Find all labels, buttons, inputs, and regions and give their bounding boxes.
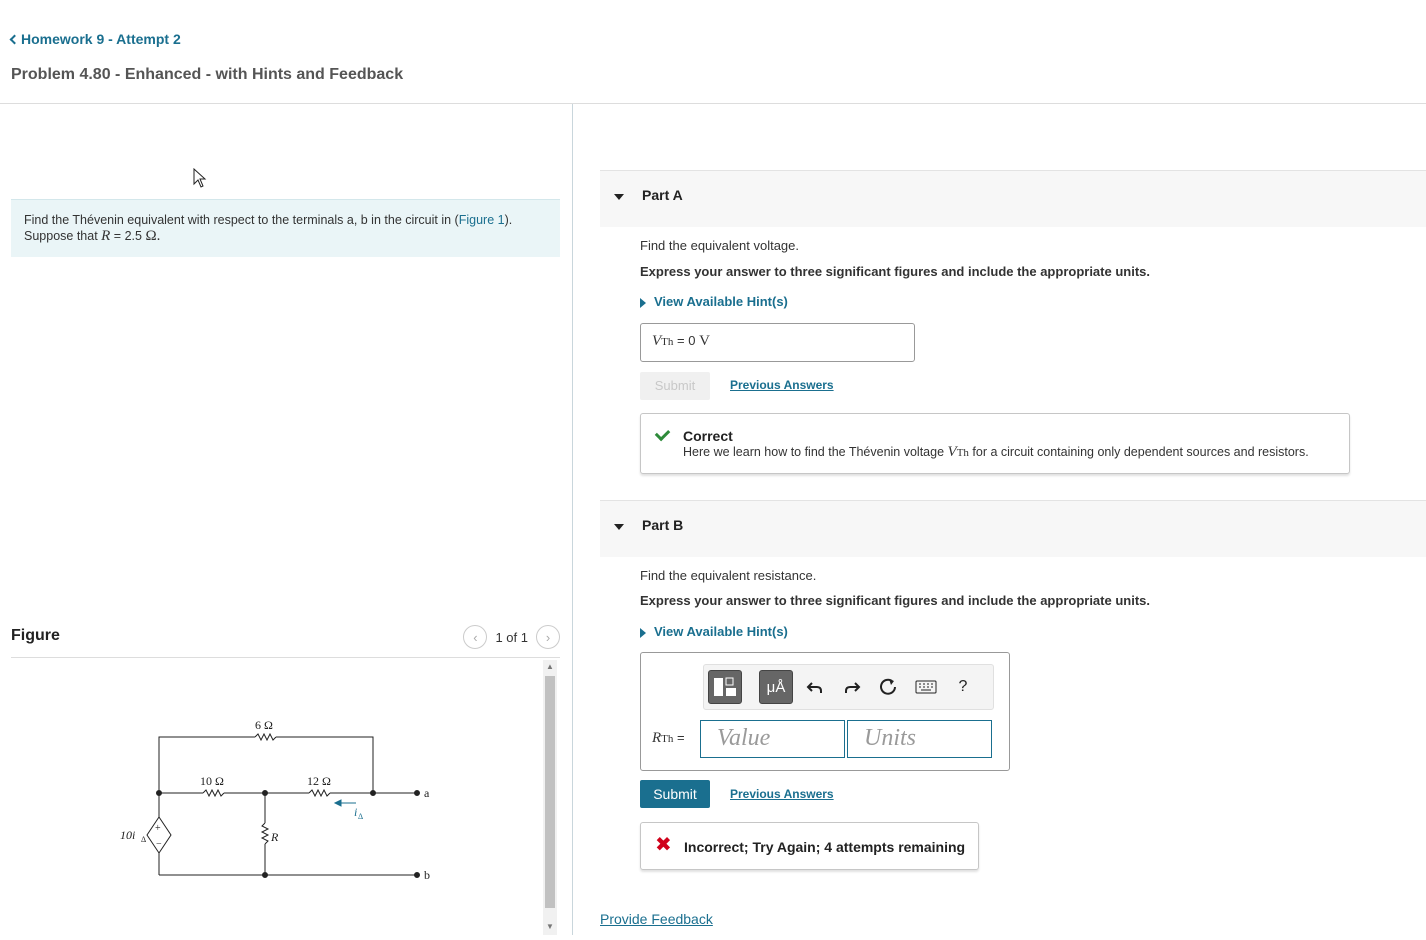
rth-sub: Th — [661, 733, 674, 745]
label-source-sub: Δ — [141, 835, 147, 844]
label-r: R — [271, 830, 279, 844]
back-link-label: Homework 9 - Attempt 2 — [21, 31, 181, 47]
caret-down-icon — [614, 524, 624, 530]
label-plus: + — [155, 823, 161, 834]
reset-icon — [878, 677, 898, 697]
figure-label: Figure — [11, 627, 60, 644]
chevron-right-icon: › — [545, 629, 551, 645]
intro-text: Find the Thévenin equivalent with respect to the terminals a, b in the circuit in ( — [24, 213, 459, 227]
label-terminal-a: a — [424, 786, 430, 800]
problem-intro — [11, 199, 560, 257]
units-button[interactable] — [759, 670, 793, 704]
terminal-a-node — [415, 791, 420, 796]
scroll-down-icon[interactable]: ▼ — [546, 922, 554, 931]
part-b-header[interactable] — [600, 500, 1426, 557]
chevron-left-icon: ‹ — [473, 629, 478, 645]
part-a-hint-toggle[interactable] — [640, 294, 788, 309]
figure-panel — [11, 659, 560, 935]
template-icon — [713, 676, 737, 698]
label-source: 10i — [120, 828, 136, 842]
help-icon: ? — [958, 678, 968, 695]
page-header — [0, 0, 1426, 104]
label-current: i — [354, 805, 358, 819]
resistor-r — [262, 823, 268, 844]
hint-label: View Available Hint(s) — [654, 294, 788, 309]
part-b-label: Part B — [642, 517, 684, 533]
part-b-instruction: Express your answer to three significant figures and include the appropriate units. — [640, 593, 1150, 608]
figure-link[interactable]: Figure 1 — [458, 213, 505, 227]
part-a-question: Find the equivalent voltage. — [640, 238, 799, 253]
part-b-feedback-incorrect — [640, 822, 979, 870]
resistor-12 — [309, 790, 330, 796]
redo-button[interactable] — [835, 670, 869, 704]
scroll-up-icon[interactable]: ▲ — [546, 662, 554, 671]
feedback-var: V — [947, 444, 957, 460]
math-toolbar — [703, 664, 994, 710]
resistor-6 — [255, 734, 276, 740]
rth-label — [652, 730, 685, 747]
part-a-submit-button: Submit — [640, 372, 710, 400]
help-button[interactable] — [946, 670, 980, 704]
feedback-sub: Th — [956, 447, 969, 459]
figure-pager — [463, 625, 560, 649]
keyboard-icon — [915, 680, 937, 694]
chevron-left-icon — [10, 35, 20, 45]
suppose-text: Suppose that — [24, 229, 102, 243]
node — [157, 791, 162, 796]
templates-button[interactable] — [708, 670, 742, 704]
provide-feedback-link[interactable]: Provide Feedback — [600, 911, 713, 927]
terminal-b-node — [415, 873, 420, 878]
part-b-hint-toggle[interactable] — [640, 624, 788, 639]
rth-var: R — [652, 730, 662, 746]
undo-button[interactable] — [798, 670, 832, 704]
figure-header — [11, 620, 560, 658]
feedback-text: Here we learn how to find the Thévenin voltage — [683, 445, 948, 459]
circuit-diagram — [11, 659, 541, 935]
figure-page-count: 1 of 1 — [495, 629, 528, 645]
incorrect-message: Incorrect; Try Again; 4 attempts remaining — [684, 839, 966, 855]
x-icon: ✖ — [655, 834, 672, 856]
feedback-title: Correct — [683, 428, 733, 444]
feedback-text-end: for a circuit containing only dependent sources and resistors. — [968, 445, 1309, 459]
problem-title: Problem 4.80 - Enhanced - with Hints and Feedback — [11, 66, 404, 83]
part-a-previous-answers-link[interactable]: Previous Answers — [730, 378, 834, 392]
next-figure-button[interactable] — [536, 625, 560, 649]
rth-eq: = — [673, 730, 685, 745]
label-current-sub: Δ — [358, 812, 364, 821]
label-6-ohm: 6 Ω — [255, 718, 273, 732]
back-to-assignment-link[interactable] — [11, 31, 181, 47]
node — [263, 791, 268, 796]
hint-label: View Available Hint(s) — [654, 624, 788, 639]
reset-button[interactable] — [871, 670, 905, 704]
vth-sub: Th — [661, 336, 674, 348]
right-pane — [574, 104, 1426, 935]
scrollbar-thumb[interactable] — [545, 676, 555, 908]
units-icon: μÅ — [766, 678, 786, 696]
undo-icon — [806, 678, 824, 696]
intro-text-end: ). — [504, 213, 513, 227]
redo-icon — [843, 678, 861, 696]
part-a-answer-display — [640, 323, 915, 362]
part-b-question: Find the equivalent resistance. — [640, 568, 817, 583]
feedback-message — [683, 444, 1309, 461]
vth-var: V — [652, 333, 662, 349]
figure-scrollbar[interactable] — [543, 660, 557, 935]
units-input[interactable]: Units — [847, 720, 992, 758]
node — [371, 791, 376, 796]
ohm-unit: Ω. — [145, 228, 161, 244]
part-a-feedback-correct — [640, 413, 1350, 474]
label-terminal-b: b — [424, 868, 430, 882]
part-b-answer-box — [640, 652, 1010, 771]
caret-right-icon — [640, 628, 646, 638]
vth-unit: V — [699, 333, 710, 349]
label-12-ohm: 12 Ω — [307, 774, 331, 788]
part-a-label: Part A — [642, 187, 683, 203]
keyboard-button[interactable] — [909, 670, 943, 704]
label-minus: − — [156, 839, 162, 850]
part-a-header[interactable] — [600, 170, 1426, 227]
part-b-submit-button[interactable]: Submit — [640, 780, 710, 808]
caret-right-icon — [640, 298, 646, 308]
prev-figure-button[interactable] — [463, 625, 487, 649]
caret-down-icon — [614, 194, 624, 200]
mouse-pointer-icon — [193, 168, 207, 188]
vth-value: = 0 — [673, 333, 700, 348]
checkmark-icon — [655, 426, 671, 442]
resistor-10 — [203, 790, 224, 796]
current-arrow-head — [335, 800, 341, 806]
left-pane — [0, 104, 573, 935]
r-equals: = 2.5 — [110, 229, 146, 243]
node — [263, 873, 268, 878]
label-10-ohm: 10 Ω — [200, 774, 224, 788]
part-a-instruction: Express your answer to three significant figures and include the appropriate units. — [640, 264, 1150, 279]
part-b-previous-answers-link[interactable]: Previous Answers — [730, 787, 834, 801]
r-variable: R — [101, 228, 111, 244]
value-input[interactable]: Value — [700, 720, 845, 758]
